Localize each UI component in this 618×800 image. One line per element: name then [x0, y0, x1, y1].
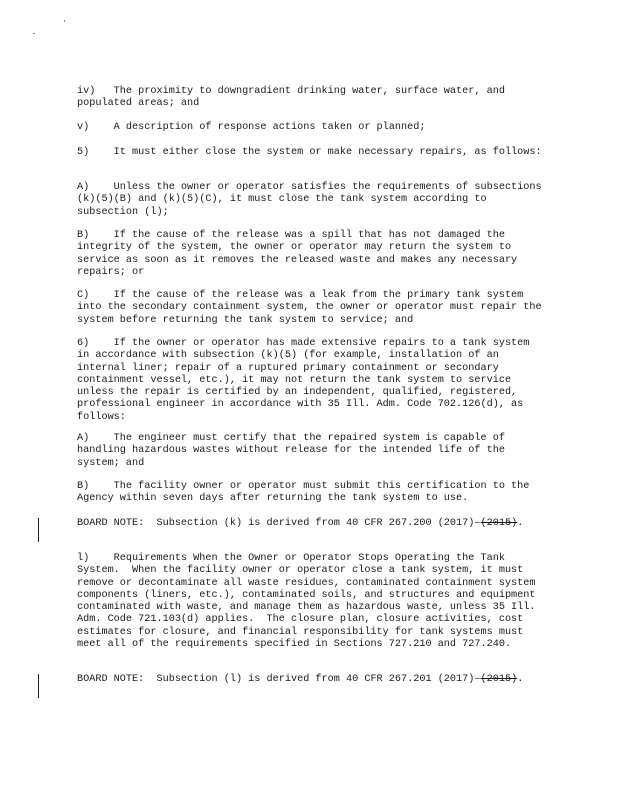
- scan-speck: [64, 20, 65, 22]
- paragraph-5c: C) If the cause of the release was a leak from the primary tank system into the secondary containment system, the owner or operator must repair the system before returning the tank system to service; and: [77, 290, 548, 326]
- paragraph-5a: A) Unless the owner or operator satisfies the requirements of subsections (k)(5)(B) and (k)(5)(C), it must close the tank system according to subsection (l);: [77, 182, 548, 218]
- board-note-l-deleted-year: (2015): [480, 674, 518, 685]
- paragraph-l: l) Requirements When the Owner or Operator Stops Operating the Tank System. When the facility owner or operator close a tank system, it must remove or decontaminate all waste residues, contaminated containment system components (liners, etc.), contaminated soils, and structures and equipment contaminated with waste, and manage them as hazardous waste, unless 35 Ill. Adm. Code 721.103(d) applies. The closure plan, closure activities, cost estimates for closure, and financial responsibility for tank systems must meet all of the requirements specified in Sections 727.210 and 727.240.: [77, 553, 542, 651]
- board-note-k-deleted-year: (2015): [480, 518, 518, 529]
- paragraph-5: 5) It must either close the system or make necessary repairs, as follows:: [77, 147, 542, 158]
- paragraph-6b: B) The facility owner or operator must submit this certification to the Agency within seven days after returning the tank system to use.: [77, 481, 536, 505]
- paragraph-6a: A) The engineer must certify that the repaired system is capable of handling hazardous wastes without release for the intended life of the system; and: [77, 433, 512, 469]
- paragraph-v: v) A description of response actions taken or planned;: [77, 122, 426, 133]
- board-note-l-dash: –: [474, 674, 481, 685]
- board-note-l-period: .: [517, 674, 524, 685]
- board-note-k-text: BOARD NOTE: Subsection (k) is derived from 40 CFR 267.200 (2017): [77, 518, 475, 529]
- change-bar: [38, 518, 39, 542]
- board-note-k-dash: –: [474, 518, 481, 529]
- paragraph-5b: B) If the cause of the release was a spill that has not damaged the integrity of the system, the owner or operator may return the system to service as soon as it removes the released waste and makes any necessary repairs; or: [77, 230, 524, 278]
- board-note-l-text: BOARD NOTE: Subsection (l) is derived from 40 CFR 267.201 (2017): [77, 674, 475, 685]
- scan-speck: [33, 33, 35, 34]
- board-note-k-period: .: [517, 518, 524, 529]
- paragraph-6: 6) If the owner or operator has made extensive repairs to a tank system in accordance with subsection (k)(5) (for example, installation of an internal liner; repair of a ruptured primary containment or secondary containment vessel, etc.), it may not return the tank system to service unless the repair is certified by an independent, qualified, registered, professional engineer in accordance with 35 Ill. Adm. Code 702.126(d), as follows:: [77, 338, 536, 423]
- board-note-l: [77, 674, 547, 686]
- change-bar: [38, 674, 39, 698]
- board-note-k: [77, 518, 547, 530]
- paragraph-iv: iv) The proximity to downgradient drinking water, surface water, and populated areas; and: [77, 86, 512, 110]
